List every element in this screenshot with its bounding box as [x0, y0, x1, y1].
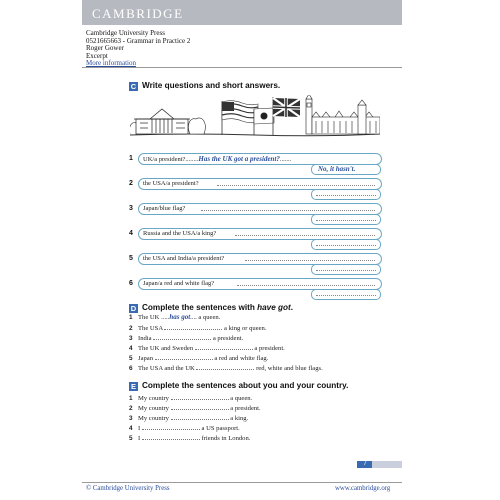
sentence-end: red, white and blue flags. [254, 365, 323, 372]
item-number: 3 [129, 335, 133, 342]
answer-dotted-line [316, 220, 376, 221]
exercise-c-item-1 [129, 153, 379, 177]
answer-blank[interactable] [171, 393, 229, 400]
answer-dotted-line [201, 210, 375, 211]
item-number: 1 [129, 314, 133, 321]
sentence-start: I [138, 435, 142, 442]
answer-dotted-line [316, 195, 376, 196]
section-letter-badge: E [130, 382, 136, 391]
question-prompt: Japan/blue flag? [143, 205, 186, 212]
answer-dotted-line [316, 270, 376, 271]
handwritten-short-answer: No, it hasn't. [318, 165, 356, 173]
item-number: 5 [129, 355, 133, 362]
sentence-start: The UK and Sweden [138, 345, 195, 352]
sentence-end: a president. [228, 405, 261, 412]
section-c-heading [129, 81, 280, 91]
answer-bubble[interactable] [311, 289, 381, 300]
handwritten-question: Has the UK got a president? [198, 155, 280, 163]
item-number: 1 [129, 155, 133, 162]
exercise-c-item-2 [129, 178, 379, 202]
question-prompt: UK/a president? [143, 156, 186, 163]
exercise-c-item-5 [129, 253, 379, 277]
more-information-link[interactable]: More information [86, 59, 136, 67]
exercise-d-item-4 [129, 343, 285, 353]
page-number: 7 [357, 461, 373, 468]
sentence-start: The USA [138, 325, 165, 332]
brand-logo-text: CAMBRIDGE [92, 6, 184, 21]
answer-blank[interactable] [142, 423, 200, 430]
sentence-start: My country [138, 395, 171, 402]
item-number: 6 [129, 280, 133, 287]
answer-blank[interactable] [155, 353, 213, 360]
section-d-instruction-emphasis: have got [257, 303, 291, 312]
cambridge-banner [82, 0, 402, 25]
exercise-e-item-1 [129, 393, 252, 403]
exercise-d-item-6 [129, 363, 323, 373]
exercise-c-item-4 [129, 228, 379, 252]
item-number: 4 [129, 425, 133, 432]
item-number: 2 [129, 180, 133, 187]
sentence-start: India [138, 335, 154, 342]
answer-blank[interactable] [164, 323, 222, 330]
item-number: 5 [129, 255, 133, 262]
section-c-instruction: Write questions and short answers. [142, 81, 281, 90]
sentence-end: a red and white flag. [212, 355, 269, 362]
question-prompt: the USA and India/a president? [143, 255, 225, 262]
section-e-heading [129, 381, 348, 391]
section-d-instruction: Complete the sentences with [142, 303, 258, 312]
exercise-d-item-2 [129, 323, 267, 333]
answer-blank[interactable] [195, 343, 253, 350]
question-bubble: UK/a president?........Has the UK got a president?....... [138, 153, 382, 165]
answer-blank[interactable] [196, 363, 254, 370]
sentence-end: a king or queen. [222, 325, 267, 332]
item-number: 1 [129, 395, 133, 402]
copyright-link[interactable]: © Cambridge University Press [86, 485, 170, 492]
item-number: 6 [129, 365, 133, 372]
exercise-d-item-3 [129, 333, 243, 343]
exercise-e-item-2 [129, 403, 261, 413]
sentence-start: The UK [138, 314, 162, 321]
sentence-start: Japan [138, 355, 155, 362]
section-letter-badge: C [130, 82, 137, 91]
isbn-title: 0521665663 - Grammar in Practice 2 [86, 36, 191, 45]
author: Roger Gower [86, 44, 124, 52]
exercise-c-item-6 [129, 278, 379, 302]
answer-dotted-line [235, 235, 375, 236]
item-number: 3 [129, 205, 133, 212]
exercise-d-item-1: 1 The UK .....has got.... a queen. [129, 313, 221, 321]
sentence-end: a king. [228, 415, 249, 422]
handwritten-answer: has got [169, 313, 191, 321]
answer-blank[interactable] [142, 433, 200, 440]
answer-dotted-line [237, 285, 375, 286]
website-link[interactable]: www.cambridge.org [335, 485, 391, 492]
header-divider [82, 67, 402, 68]
answer-bubble[interactable] [311, 239, 381, 250]
answer-bubble [311, 164, 381, 175]
exercise-e-item-3 [129, 413, 248, 423]
item-number: 5 [129, 435, 133, 442]
exercise-e-item-5 [129, 433, 250, 443]
answer-dotted-line [316, 295, 376, 296]
item-number: 4 [129, 230, 133, 237]
publisher: Cambridge University Press [86, 29, 165, 37]
book-metadata [86, 30, 190, 68]
sentence-end: a president. [211, 335, 244, 342]
item-number: 4 [129, 345, 133, 352]
page-number-bar [372, 461, 402, 468]
item-number: 2 [129, 405, 133, 412]
exercise-d-item-5 [129, 353, 268, 363]
sentence-end: a queen. [228, 395, 253, 402]
answer-bubble[interactable] [311, 189, 381, 200]
section-letter-badge: D [130, 304, 137, 313]
exercise-c-item-3 [129, 203, 379, 227]
question-prompt: Japan/a red and white flag? [143, 280, 215, 287]
landmarks-illustration-icon [130, 95, 380, 141]
sentence-end: friends in London. [199, 435, 251, 442]
answer-blank[interactable] [153, 333, 211, 340]
answer-dotted-line [217, 185, 375, 186]
sentence-end: a queen. [196, 314, 221, 321]
section-d-instruction-end: . [290, 303, 294, 312]
answer-dotted-line [316, 245, 376, 246]
answer-dotted-line [245, 260, 375, 261]
question-prompt: Russia and the USA/a king? [143, 230, 217, 237]
sentence-end: a US passport. [199, 425, 240, 432]
sentence-start: My country [138, 405, 171, 412]
footer-divider [82, 482, 402, 483]
sentence-end: a president. [252, 345, 285, 352]
excerpt-label: Excerpt [86, 51, 108, 60]
sentence-start: My country [138, 415, 171, 422]
section-d-heading [129, 303, 293, 313]
item-number: 2 [129, 325, 133, 332]
section-e-instruction: Complete the sentences about you and your country. [142, 381, 349, 390]
sentence-start: The USA and the UK [138, 365, 197, 372]
answer-blank[interactable] [171, 413, 229, 420]
answer-blank[interactable] [171, 403, 229, 410]
sentence-start: I [138, 425, 142, 432]
answer-bubble[interactable] [311, 264, 381, 275]
exercise-e-item-4 [129, 423, 240, 433]
item-number: 3 [129, 415, 133, 422]
question-prompt: the USA/a president? [143, 180, 199, 187]
answer-bubble[interactable] [311, 214, 381, 225]
